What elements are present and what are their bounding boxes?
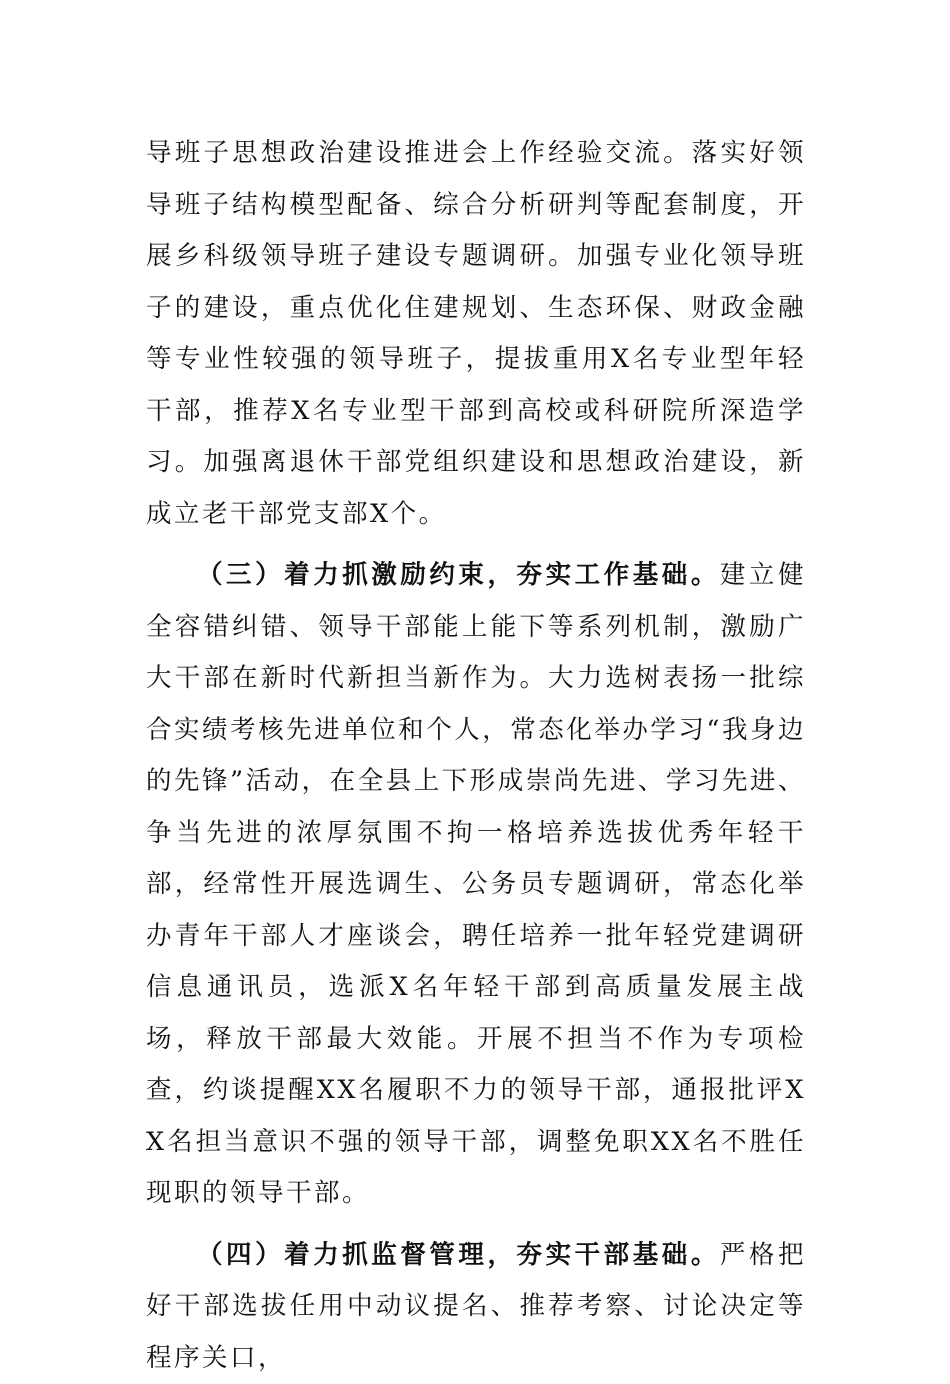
section-3-heading: （三）着力抓激励约束，夯实工作基础。 <box>197 560 720 590</box>
section-4-paragraph <box>146 1230 806 1384</box>
section-3-paragraph <box>146 550 806 1220</box>
section-3-body: 建立健全容错纠错、领导干部能上能下等系列机制，激励广大干部在新时代新担当新作为。大力选树表扬一批综合实绩考核先进单位和个人，常态化举办学习“我身边的先锋”活动，在全县上下形成崇尚先进、学习先进、争当先进的浓厚氛围不拘一格培养选拔优秀年轻干部，经常性开展选调生、公务员专题调研，常态化举办青年干部人才座谈会，聘任培养一批年轻党建调研信息通讯员，选派X名年轻干部到高质量发展主战场，释放干部最大效能。开展不担当不作为专项检查，约谈提醒XX名履职不力的领导干部，通报批评XX名担当意识不强的领导干部，调整免职XX名不胜任现职的领导干部。 <box>146 560 806 1208</box>
section-4-heading: （四）着力抓监督管理，夯实干部基础。 <box>197 1240 720 1270</box>
paragraph-continuation: 导班子思想政治建设推进会上作经验交流。落实好领导班子结构模型配备、综合分析研判等配套制度，开展乡科级领导班子建设专题调研。加强专业化领导班子的建设，重点优化住建规划、生态环保、财政金融等专业性较强的领导班子，提拔重用X名专业型年轻干部，推荐X名专业型干部到高校或科研院所深造学习。加强离退休干部党组织建设和思想政治建设，新成立老干部党支部X个。 <box>146 128 806 540</box>
document-body <box>146 128 806 1384</box>
section-4-body: 严格把好干部选拔任用中动议提名、推荐考察、讨论决定等程序关口， <box>146 1240 806 1373</box>
